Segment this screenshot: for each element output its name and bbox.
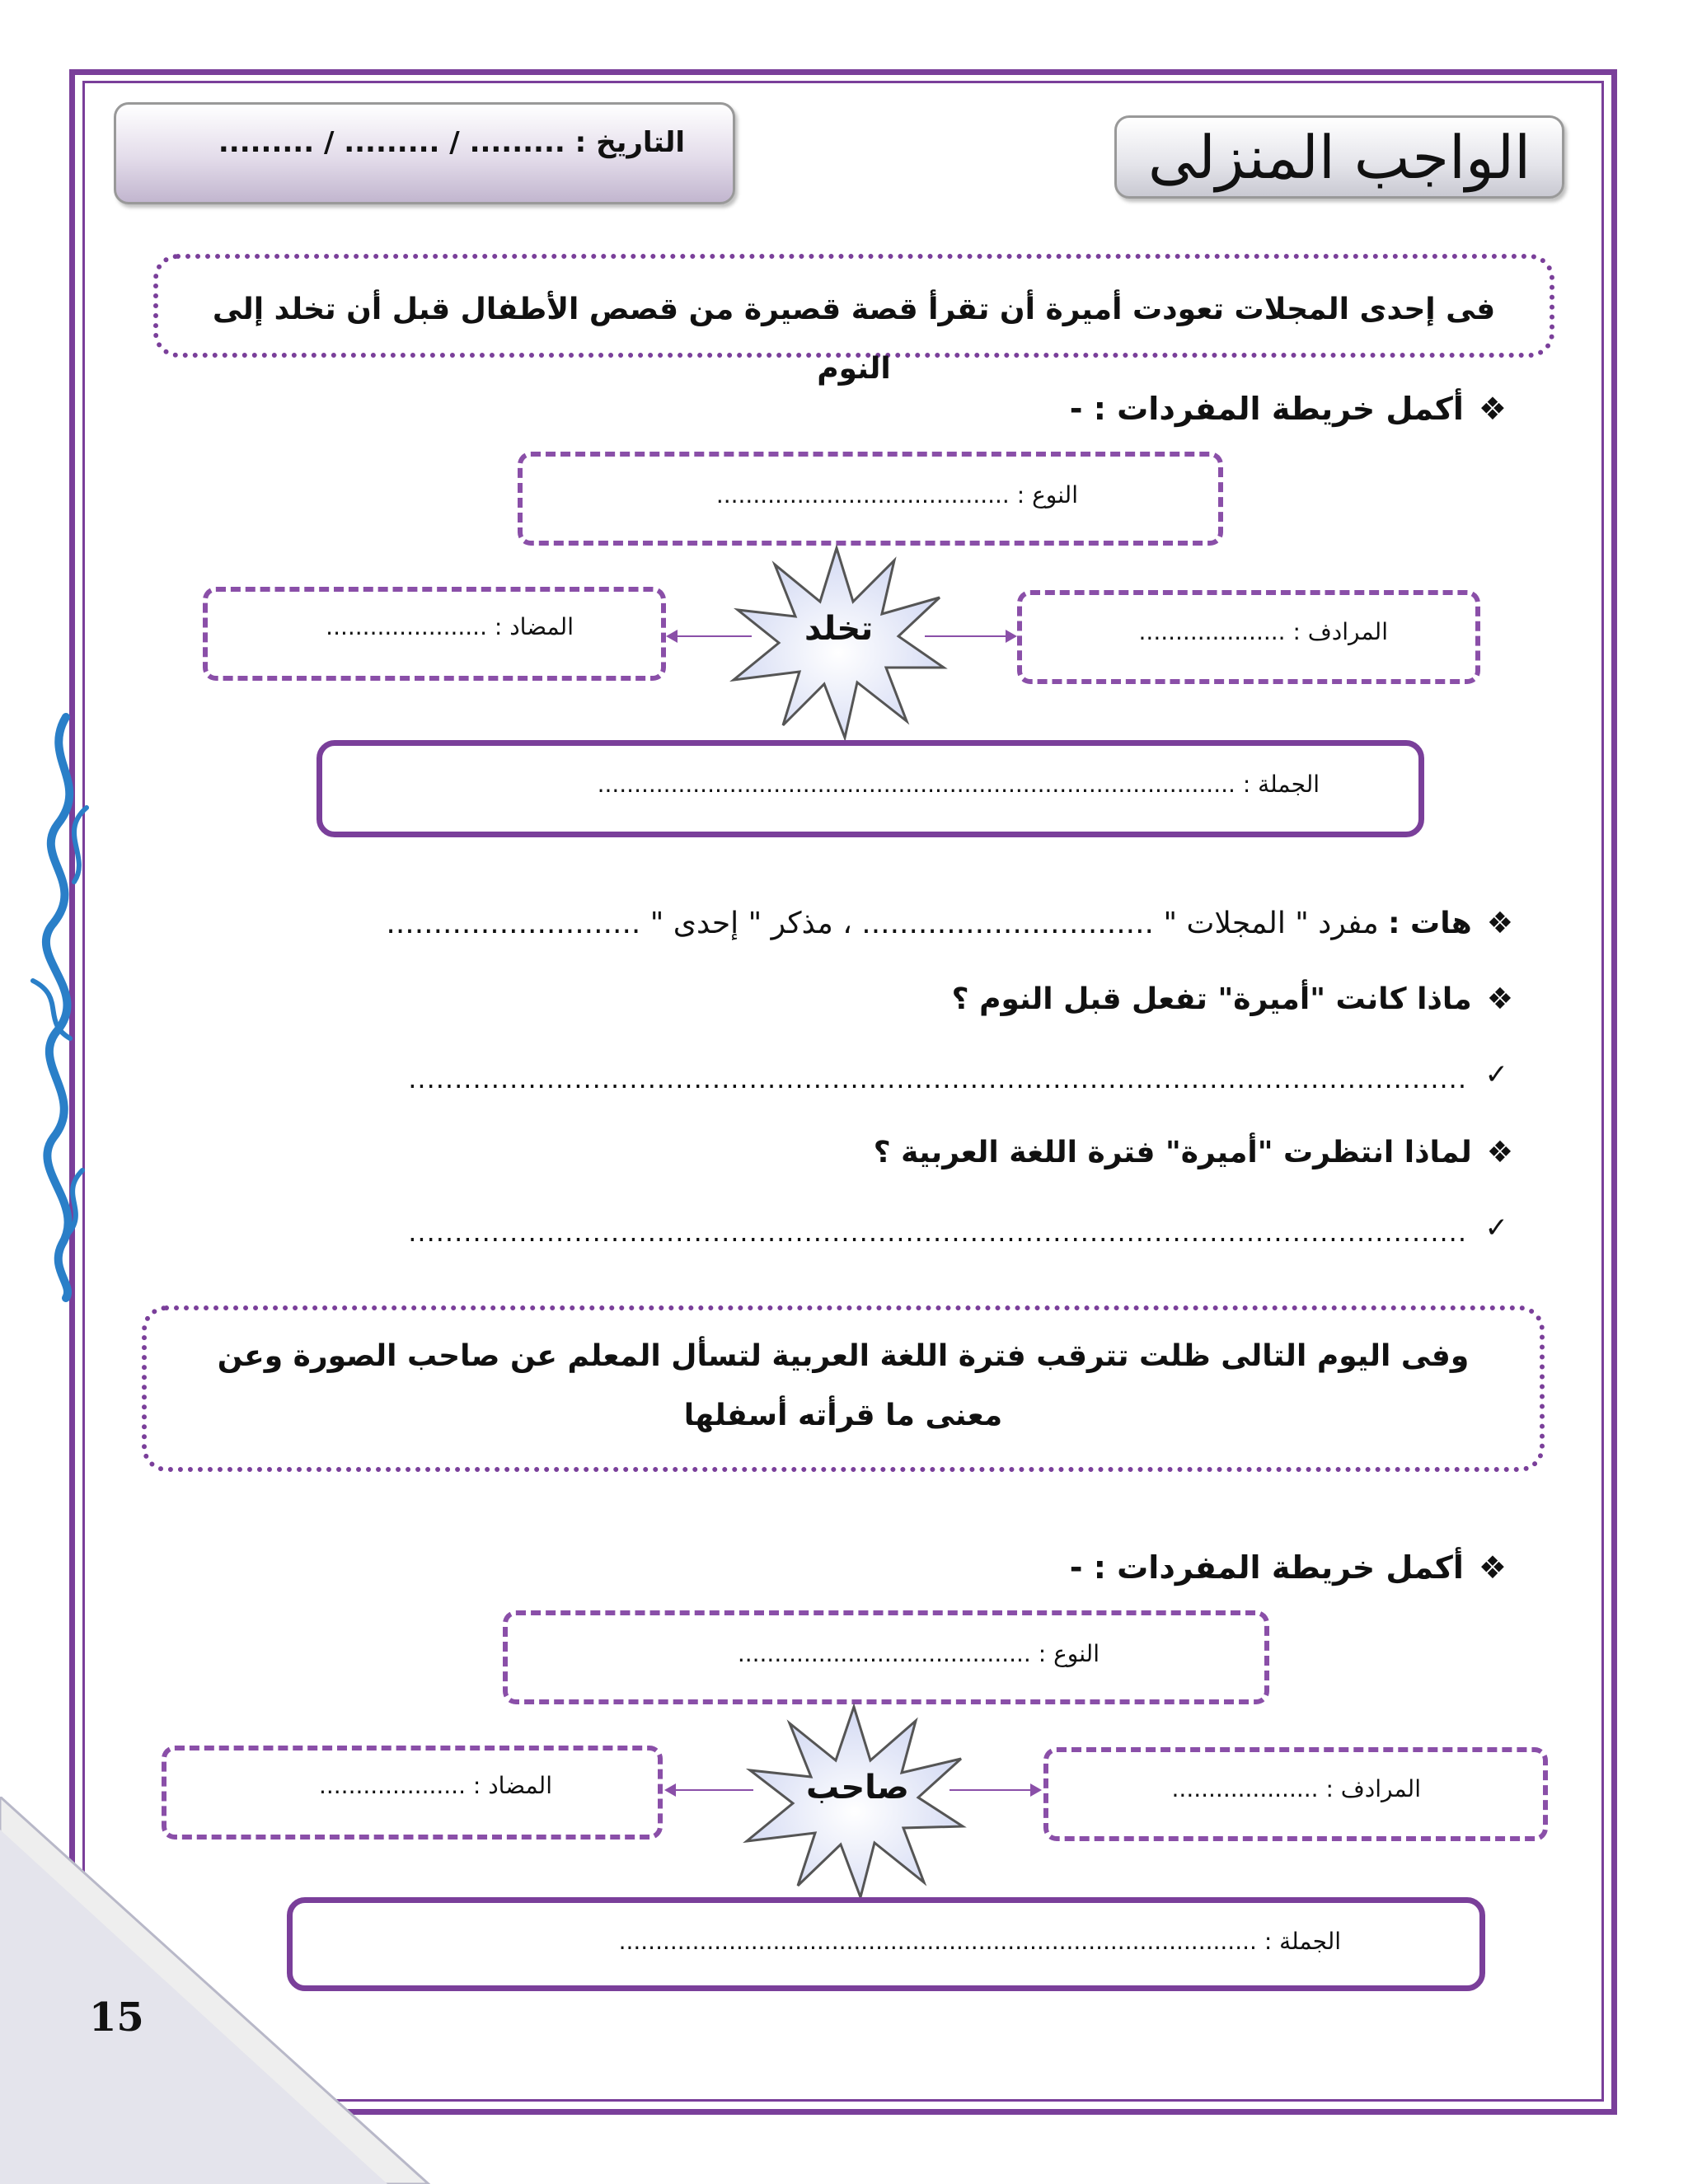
question-1: ❖هات : مفرد " المجلات " ............................... ، مذكر " إحدى " ...........................: [386, 907, 1513, 940]
type-box-1[interactable]: [518, 452, 1223, 546]
synonym-box-2[interactable]: [1043, 1747, 1548, 1841]
question-2: ❖ماذا كانت "أميرة" تفعل قبل النوم ؟: [951, 982, 1513, 1016]
title-banner: [1114, 115, 1564, 199]
passage-text-1: فى إحدى المجلات تعودت أميرة أن تقرأ قصة قصيرة من قصص الأطفال قبل أن تخلد إلى النوم: [212, 293, 1496, 386]
synonym-box-1[interactable]: [1017, 590, 1480, 684]
synonym-field[interactable]: المرادف : ....................: [1171, 1775, 1421, 1802]
question-1-text[interactable]: مفرد " المجلات " ............................... ، مذكر " إحدى " ...........................: [386, 907, 1379, 940]
page-number: 15: [89, 1994, 144, 2041]
antonym-field[interactable]: المضاد : ......................: [326, 613, 574, 640]
passage-box-1: [153, 254, 1554, 386]
answer-row-2[interactable]: [206, 1058, 1508, 1104]
passage-text-2: وفى اليوم التالى ظلت تترقب فترة اللغة العربية لتسأل المعلم عن صاحب الصورة وعن معنى ما قرأته أسفلها: [217, 1339, 1470, 1432]
check-icon: ✓: [1484, 1058, 1508, 1091]
corner-triangle: [0, 1797, 437, 2184]
type-field[interactable]: النوع : ........................................: [737, 1640, 1100, 1667]
vocab-heading-1: ❖أكمل خريطة المفردات : -: [1069, 391, 1507, 427]
date-field[interactable]: التاريخ : ......... / ......... / .........: [218, 126, 685, 159]
arrow-right-2: [1030, 1783, 1042, 1797]
check-icon: ✓: [1484, 1212, 1508, 1244]
target-word-2: صاحب: [806, 1769, 909, 1807]
vocab-heading-2: ❖أكمل خريطة المفردات : -: [1069, 1549, 1507, 1586]
answer-line-2[interactable]: ...................................................................................................................: [408, 1063, 1467, 1094]
date-banner: [114, 102, 735, 204]
passage-box-2: [142, 1305, 1545, 1472]
synonym-field[interactable]: المرادف : ....................: [1138, 618, 1388, 645]
sentence-box-1[interactable]: [316, 740, 1424, 837]
signature-graphic: [8, 709, 115, 1302]
page-title: الواجب المنزلى: [1147, 122, 1531, 192]
antonym-box-1[interactable]: [203, 587, 666, 681]
answer-line-3[interactable]: ...................................................................................................................: [408, 1216, 1467, 1248]
sentence-field-2[interactable]: الجملة : .......................................................................................: [618, 1928, 1341, 1955]
antonym-field[interactable]: المضاد : ....................: [318, 1772, 552, 1799]
type-field[interactable]: النوع : ........................................: [715, 481, 1078, 509]
sentence-field-1[interactable]: الجملة : .......................................................................................: [597, 771, 1320, 798]
arrow-right-1: [1006, 630, 1017, 643]
question-3: ❖لماذا انتظرت "أميرة" فترة اللغة العربية ؟: [873, 1136, 1513, 1169]
sentence-box-2[interactable]: [287, 1897, 1485, 1991]
bullet-icon: ❖: [1478, 391, 1507, 427]
answer-row-3[interactable]: [213, 1212, 1508, 1258]
target-word-1: تخلد: [804, 610, 874, 648]
type-box-2[interactable]: [503, 1610, 1269, 1704]
